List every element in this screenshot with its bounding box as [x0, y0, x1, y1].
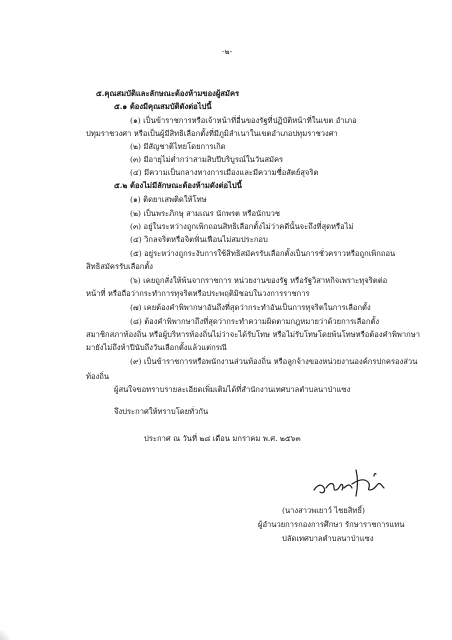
announcement-date: ประกาศ ณ วันที่ ๒๘ เดือน มกราคม พ.ศ. ๒๕๖๓	[144, 434, 301, 443]
signatory-name: (นางสาวพเยาว์ ไชยสิทธิ์)	[282, 506, 365, 515]
prohibition-2: (๒) เป็นพระภิกษุ สามเณร นักพรต หรือนักบวช	[130, 209, 281, 218]
closing-statement: จึงประกาศให้ทราบโดยทั่วกัน	[114, 407, 209, 416]
qualification-3: (๓) มีอายุไม่ต่ำกว่าสามสิบปีบริบูรณ์ในวันสมัคร	[130, 155, 284, 164]
prohibition-9-line1: (๙) เป็นข้าราชการหรือพนักงานส่วนท้องถิ่น หรือลูกจ้างของหน่วยงานองค์กรปกครองส่วน	[130, 357, 418, 366]
section-5-1-heading: ๕.๑ ต้องมีคุณสมบัติดังต่อไปนี้	[114, 102, 212, 111]
qualification-4: (๔) มีความเป็นกลางทางการเมืองและมีความซื่อสัตย์สุจริต	[130, 168, 319, 177]
prohibition-9-line2: ท้องถิ่น	[86, 372, 110, 381]
prohibition-8-line1: (๘) ต้องคำพิพากษาถึงที่สุดว่ากระทำความผิดตามกฎหมายว่าด้วยการเลือกตั้ง	[130, 317, 380, 326]
section-5-2-heading: ๕.๒ ต้องไม่มีลักษณะต้องห้ามดังต่อไปนี้	[114, 181, 242, 190]
section-5-heading: ๕.คุณสมบัติและลักษณะต้องห้ามของผู้สมัคร	[96, 89, 240, 98]
page-corner-shadow	[0, 630, 10, 640]
prohibition-6-line1: (๖) เคยถูกสั่งให้พ้นจากราชการ หน่วยงานของรัฐ หรือรัฐวิสาหกิจเพราะทุจริตต่อ	[130, 276, 388, 285]
handwritten-signature	[312, 466, 390, 500]
page-number: -๒-	[222, 47, 233, 56]
prohibition-7: (๗) เคยต้องคำพิพากษาอันถึงที่สุดว่ากระทำอันเป็นการทุจริตในการเลือกตั้ง	[130, 303, 371, 312]
signatory-title-line1: ผู้อำนวยการกองการศึกษา รักษาราชการแทน	[258, 520, 405, 529]
qualification-2: (๒) มีสัญชาติไทยโดยการเกิด	[130, 142, 226, 151]
qualification-1-line1: (๑) เป็นข้าราชการหรือเจ้าหน้าที่อื่นของรัฐที่ปฏิบัติหน้าที่ในเขต อำเภอ	[130, 116, 357, 125]
inquiry-note: ผู้สนใจขอทราบรายละเอียดเพิ่มเติมได้ที่สำนักงานเทศบาลตำบลนาป่าแซง	[114, 385, 351, 394]
prohibition-3: (๓) อยู่ในระหว่างถูกเพิกถอนสิทธิเลือกตั้งไม่ว่าคดีนั้นจะถึงที่สุดหรือไม่	[130, 222, 354, 231]
prohibition-8-line3: มายังไม่ถึงห้าปีนับถึงวันเลือกตั้งแล้วแต่กรณี	[86, 343, 227, 352]
prohibition-5-line1: (๕) อยู่ระหว่างถูกระงับการใช้สิทธิสมัครรับเลือกตั้งเป็นการชั่วคราวหรือถูกเพิกถอน	[130, 249, 396, 258]
prohibition-8-line2: สมาชิกสภาท้องถิ่น หรือผู้บริหารท้องถิ่นไม่ว่าจะได้รับโทษ หรือไม่รับโทษโดยพ้นโทษหรือต้องคำพิพากษา	[86, 330, 421, 339]
prohibition-1: (๑) ติดยาเสพติดให้โทษ	[130, 195, 207, 204]
prohibition-6-line2: หน้าที่ หรือถือว่ากระทำการทุจริตหรือประพฤติมิชอบในวงการราชการ	[86, 289, 310, 298]
prohibition-4: (๔) วิกลจริตหรือจิตฟั่นเฟือนไม่สมประกอบ	[130, 235, 268, 244]
prohibition-5-line2: สิทธิสมัครรับเลือกตั้ง	[86, 262, 154, 271]
qualification-1-line2: ปทุมราชวงศา หรือเป็นผู้มีสิทธิเลือกตั้งที่มีภูมิลำเนาในเขตอำเภอปทุมราชวงศา	[86, 129, 338, 138]
signatory-title-line2: ปลัดเทศบาลตำบลนาป่าแซง	[282, 534, 374, 543]
